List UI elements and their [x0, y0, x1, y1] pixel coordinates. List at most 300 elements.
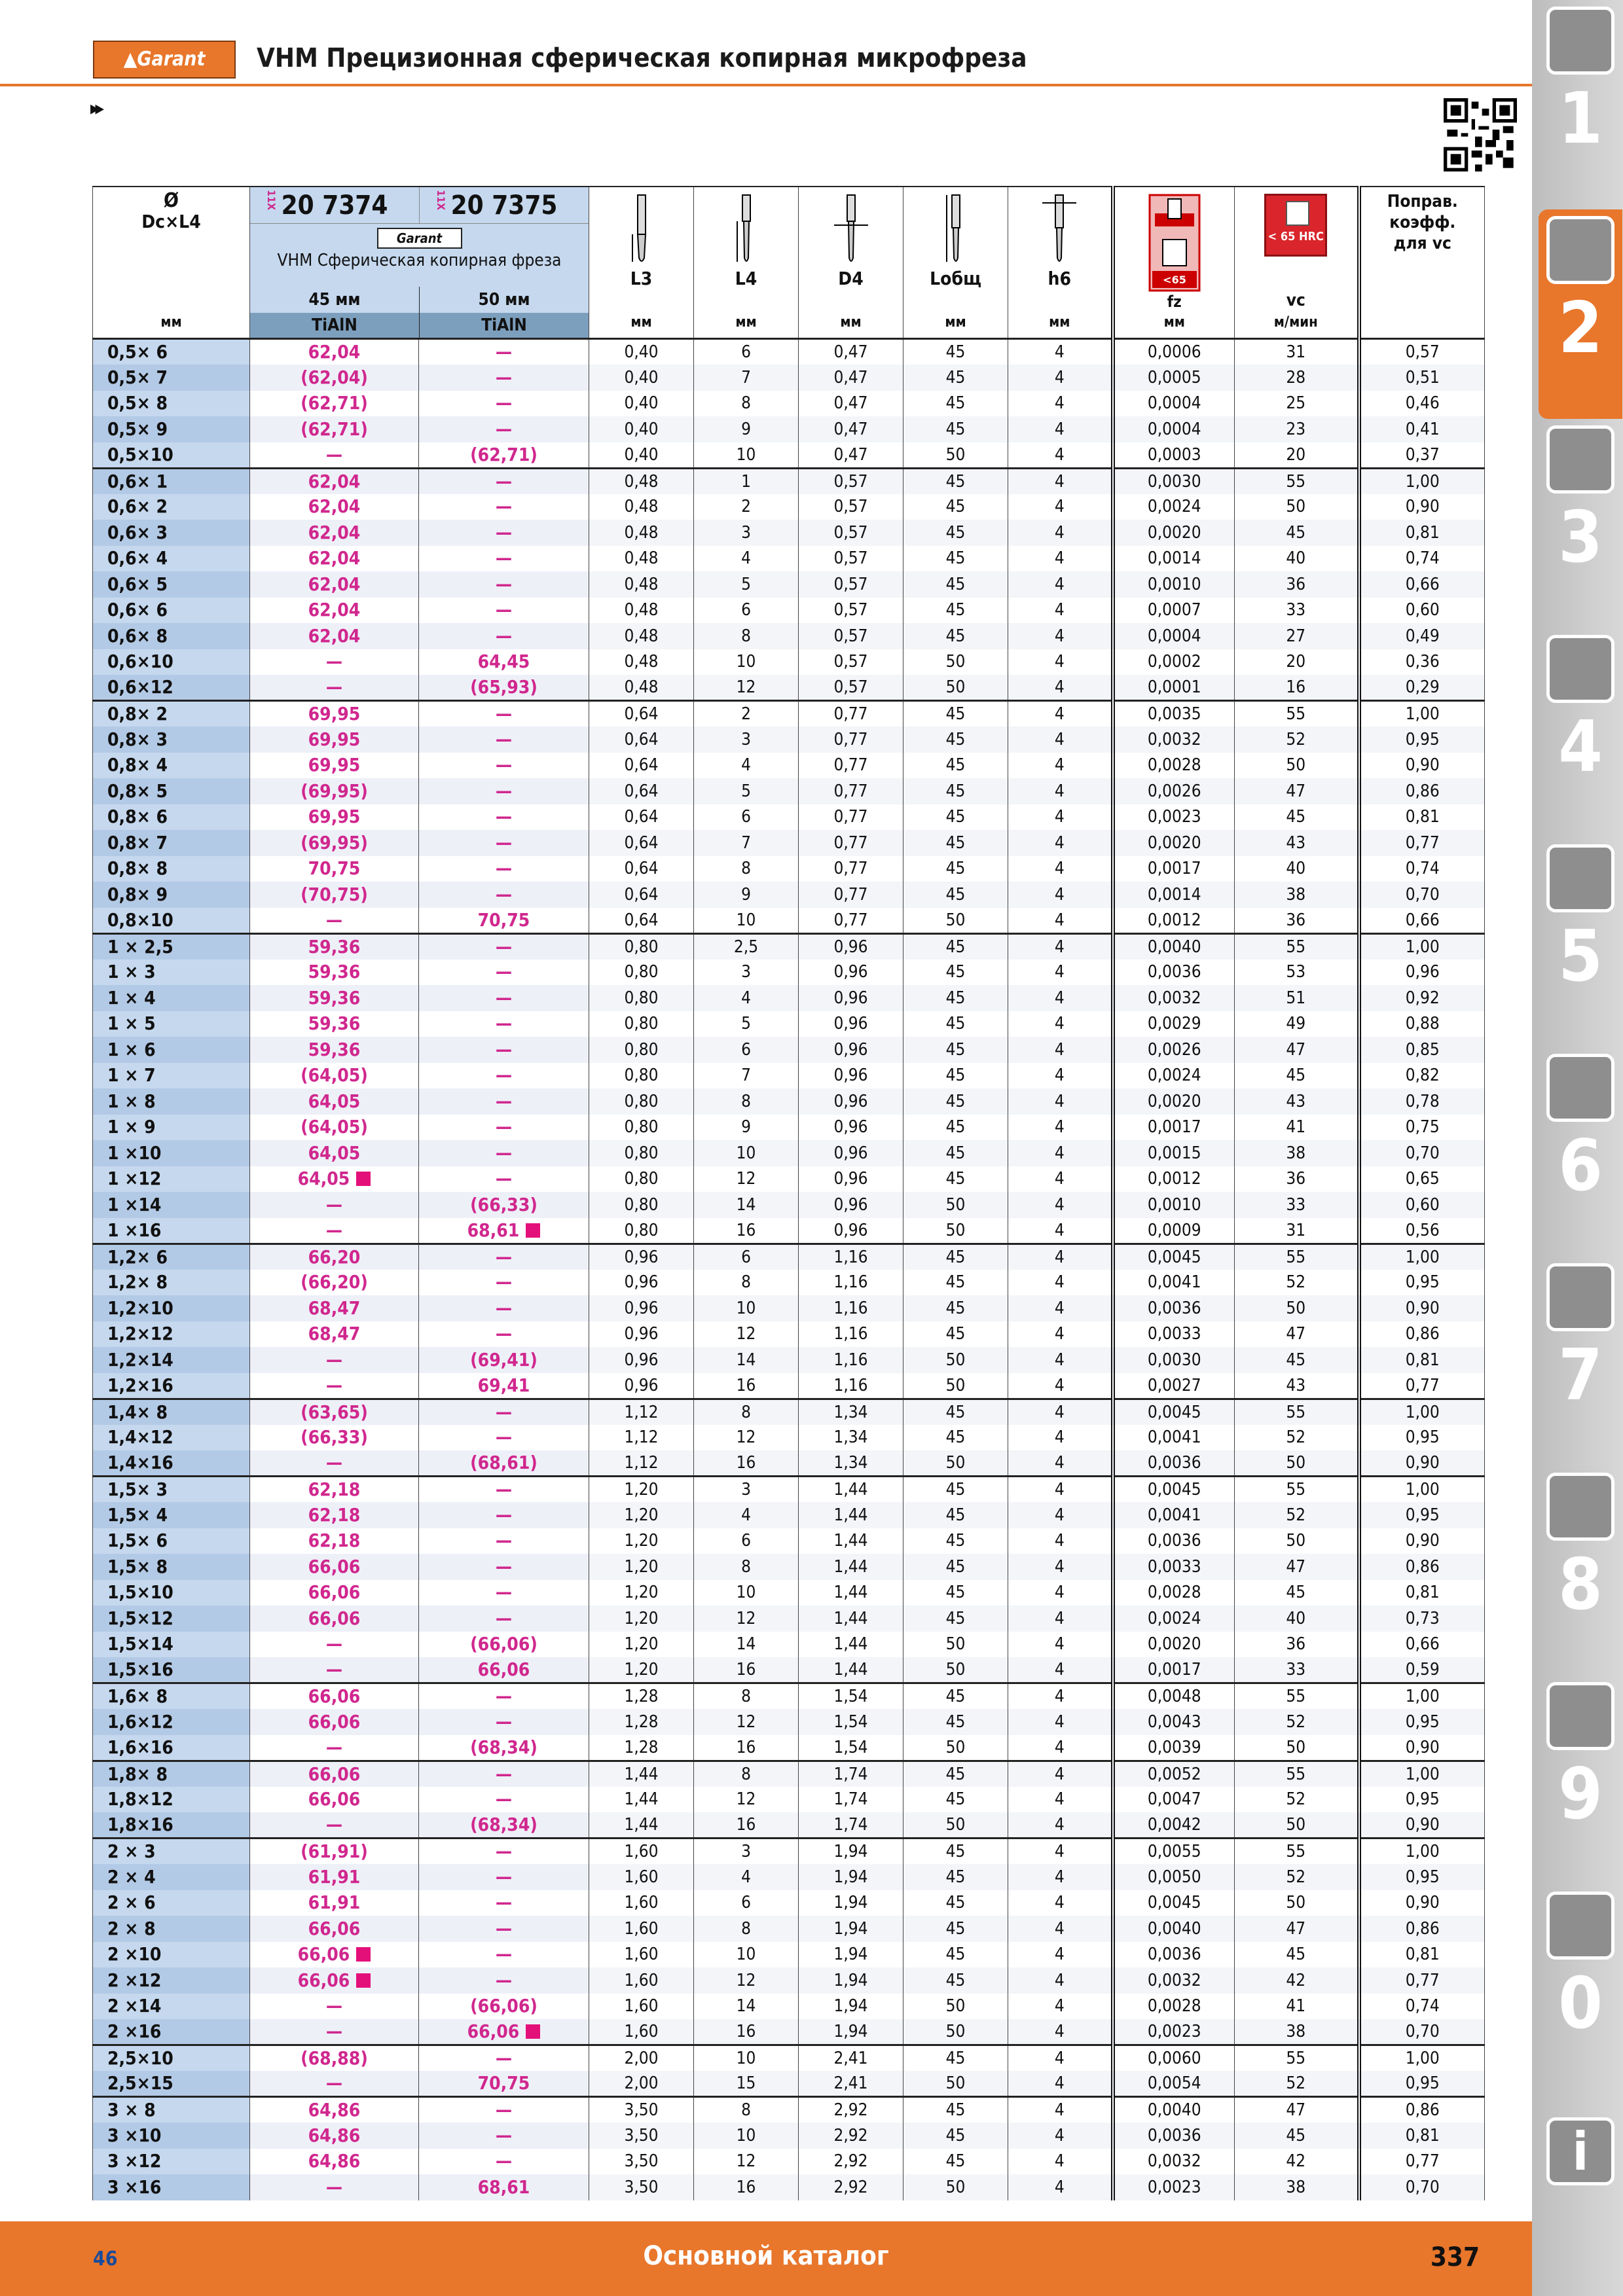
value-cell: 1,20: [589, 1502, 694, 1528]
value-cell: 0,0002: [1113, 649, 1235, 675]
price-cell[interactable]: (62,71): [419, 442, 589, 469]
price-cell[interactable]: —: [250, 2174, 419, 2200]
price-cell[interactable]: (70,75): [250, 882, 419, 908]
sidebar-tab-3[interactable]: [1539, 419, 1622, 628]
price-cell[interactable]: (66,33): [250, 1425, 419, 1451]
value-cell: 1,54: [799, 1735, 903, 1761]
price-cell[interactable]: —: [250, 2071, 419, 2097]
price-cell[interactable]: —: [419, 339, 589, 365]
price-cell[interactable]: —: [250, 1192, 419, 1218]
price-cell[interactable]: 66,06: [250, 1967, 419, 1994]
price-cell[interactable]: 64,05: [250, 1088, 419, 1115]
value-cell: 0,59: [1359, 1657, 1485, 1683]
size-cell: 1,5×12: [93, 1605, 250, 1632]
sidebar-tab-1[interactable]: [1539, 0, 1622, 209]
value-cell: 14: [694, 1994, 799, 2020]
price-cell[interactable]: —: [250, 1735, 419, 1761]
price-cell[interactable]: —: [419, 804, 589, 831]
price-cell[interactable]: (63,65): [250, 1399, 419, 1425]
price-cell[interactable]: —: [419, 1011, 589, 1037]
value-cell: 45: [903, 1063, 1008, 1089]
value-cell: 50: [1235, 1735, 1359, 1761]
value-cell: 0,80: [589, 933, 694, 960]
price-cell[interactable]: —: [419, 468, 589, 494]
value-cell: 38: [1235, 882, 1359, 908]
price-cell[interactable]: 66,06: [250, 1916, 419, 1942]
value-cell: 0,70: [1359, 2174, 1485, 2200]
price-cell[interactable]: —: [419, 1477, 589, 1503]
price-cell[interactable]: —: [419, 1037, 589, 1063]
price-cell[interactable]: —: [419, 856, 589, 882]
value-cell: 45: [903, 2045, 1008, 2072]
price-cell[interactable]: 70,75: [419, 908, 589, 934]
value-cell: 0,96: [799, 1166, 903, 1193]
value-cell: 1,54: [799, 1683, 903, 1710]
value-cell: 0,51: [1359, 365, 1485, 391]
price-cell[interactable]: —: [250, 1994, 419, 2020]
sidebar-tab-0[interactable]: [1539, 1885, 1622, 2094]
value-cell: 4: [1008, 1942, 1113, 1968]
price-cell[interactable]: 66,06: [419, 2019, 589, 2045]
value-cell: 4: [1008, 1218, 1113, 1244]
price-cell[interactable]: 64,45: [419, 649, 589, 675]
value-cell: 0,37: [1359, 442, 1485, 469]
size-cell: 1,6×16: [93, 1735, 250, 1761]
value-cell: 5: [694, 571, 799, 598]
value-cell: 45: [903, 2097, 1008, 2123]
price-cell[interactable]: (69,95): [250, 830, 419, 856]
size-cell: 0,6× 3: [93, 520, 250, 546]
value-cell: 0,48: [589, 520, 694, 546]
value-cell: 0,65: [1359, 1166, 1485, 1193]
price-cell[interactable]: 69,95: [250, 726, 419, 753]
sidebar-tab-8[interactable]: [1539, 1466, 1622, 1676]
price-cell[interactable]: 62,18: [250, 1477, 419, 1503]
value-cell: 45: [1235, 520, 1359, 546]
price-cell[interactable]: —: [419, 1761, 589, 1787]
price-cell[interactable]: —: [419, 416, 589, 442]
price-cell[interactable]: 69,95: [250, 753, 419, 779]
value-cell: 45: [903, 520, 1008, 546]
price-cell[interactable]: (68,34): [419, 1812, 589, 1839]
price-cell[interactable]: 64,86: [250, 2149, 419, 2175]
price-cell[interactable]: —: [419, 1942, 589, 1968]
value-cell: 36: [1235, 908, 1359, 934]
table-row: [93, 1011, 1485, 1037]
price-cell[interactable]: 59,36: [250, 1011, 419, 1037]
price-cell[interactable]: —: [419, 2123, 589, 2149]
tool-l4-icon: [732, 194, 761, 266]
price-cell[interactable]: 61,91: [250, 1864, 419, 1890]
page-footer: [0, 2221, 1532, 2296]
size-cell: 1 × 4: [93, 985, 250, 1011]
value-cell: 50: [903, 1192, 1008, 1218]
price-cell[interactable]: 62,04: [250, 623, 419, 649]
value-cell: 0,81: [1359, 520, 1485, 546]
value-cell: 12: [694, 1166, 799, 1193]
price-cell[interactable]: 69,95: [250, 804, 419, 831]
price-cell[interactable]: —: [419, 830, 589, 856]
size-cell: 1,5× 8: [93, 1554, 250, 1580]
price-cell[interactable]: 59,36: [250, 1037, 419, 1063]
product-header: [250, 187, 589, 339]
price-cell[interactable]: —: [419, 1166, 589, 1193]
value-cell: 0,0050: [1113, 1864, 1235, 1890]
value-cell: 0,95: [1359, 1270, 1485, 1296]
price-cell[interactable]: —: [419, 1605, 589, 1632]
value-cell: 1,20: [589, 1632, 694, 1658]
price-cell[interactable]: 66,06: [250, 1761, 419, 1787]
price-cell[interactable]: 64,05: [250, 1140, 419, 1166]
price-cell[interactable]: 68,47: [250, 1295, 419, 1321]
value-cell: 1,20: [589, 1580, 694, 1606]
value-cell: 1,34: [799, 1450, 903, 1477]
price-cell[interactable]: —: [419, 1425, 589, 1451]
price-cell[interactable]: —: [419, 1967, 589, 1994]
value-cell: 16: [694, 1735, 799, 1761]
value-cell: 0,90: [1359, 1735, 1485, 1761]
price-cell[interactable]: 70,75: [250, 856, 419, 882]
sidebar-tab-number: 5: [1558, 916, 1603, 997]
size-cell: 0,5× 6: [93, 339, 250, 365]
price-cell[interactable]: 62,04: [250, 339, 419, 365]
value-cell: 4: [694, 1502, 799, 1528]
price-cell[interactable]: 59,36: [250, 933, 419, 960]
table-row: [93, 391, 1485, 417]
table-row: [93, 1890, 1485, 1916]
value-cell: 2: [694, 701, 799, 727]
price-cell[interactable]: —: [419, 1890, 589, 1916]
price-cell[interactable]: 62,18: [250, 1528, 419, 1554]
value-cell: 45: [903, 830, 1008, 856]
price-cell[interactable]: —: [250, 2019, 419, 2045]
price-cell[interactable]: 68,61: [419, 1218, 589, 1244]
price-cell[interactable]: 62,18: [250, 1502, 419, 1528]
value-cell: 0,0024: [1113, 1605, 1235, 1632]
value-cell: 0,96: [799, 960, 903, 986]
table-row: [93, 1321, 1485, 1348]
price-cell[interactable]: —: [419, 2149, 589, 2175]
price-cell[interactable]: —: [419, 1270, 589, 1296]
price-cell[interactable]: —: [419, 933, 589, 960]
value-cell: 0,57: [799, 675, 903, 701]
price-cell[interactable]: 62,04: [250, 520, 419, 546]
value-cell: 45: [1235, 1063, 1359, 1089]
sidebar-tab-7[interactable]: [1539, 1257, 1622, 1466]
price-cell[interactable]: —: [419, 546, 589, 572]
sidebar-tab-4[interactable]: [1539, 628, 1622, 838]
price-cell[interactable]: 66,06: [250, 1942, 419, 1968]
price-cell[interactable]: 70,75: [419, 2071, 589, 2097]
table-row: [93, 1683, 1485, 1710]
value-cell: 3: [694, 726, 799, 753]
price-cell[interactable]: —: [419, 1839, 589, 1865]
value-cell: 0,57: [799, 598, 903, 624]
table-row: [93, 2174, 1485, 2200]
price-cell[interactable]: 66,06: [250, 1683, 419, 1710]
price-cell[interactable]: —: [419, 985, 589, 1011]
caliper-icon: [1546, 635, 1614, 703]
table-row: [93, 1115, 1485, 1141]
size-cell: 3 ×16: [93, 2174, 250, 2200]
value-cell: 1,20: [589, 1477, 694, 1503]
value-cell: 0,77: [799, 701, 903, 727]
price-cell[interactable]: —: [419, 1554, 589, 1580]
price-cell[interactable]: (64,05): [250, 1115, 419, 1141]
price-cell[interactable]: —: [419, 1916, 589, 1942]
price-cell[interactable]: —: [419, 726, 589, 753]
sidebar-tab-i[interactable]: [1539, 2111, 1622, 2296]
value-cell: 0,95: [1359, 1425, 1485, 1451]
price-cell[interactable]: 66,06: [250, 1787, 419, 1813]
table-row: [93, 804, 1485, 831]
value-cell: 4: [1008, 1605, 1113, 1632]
value-cell: 50: [1235, 1450, 1359, 1477]
value-cell: 0,90: [1359, 1450, 1485, 1477]
size-cell: 3 × 8: [93, 2097, 250, 2123]
price-cell[interactable]: 68,47: [250, 1321, 419, 1348]
size-cell: 1,2× 8: [93, 1270, 250, 1296]
table-row: [93, 1270, 1485, 1296]
price-cell[interactable]: (65,93): [419, 675, 589, 701]
price-cell[interactable]: (62,04): [250, 365, 419, 391]
value-cell: 0,48: [589, 571, 694, 598]
price-cell[interactable]: —: [250, 1812, 419, 1839]
value-cell: 1: [694, 468, 799, 494]
value-cell: 4: [1008, 2019, 1113, 2045]
price-cell[interactable]: —: [250, 908, 419, 934]
price-cell[interactable]: —: [419, 1683, 589, 1710]
price-cell[interactable]: —: [419, 1864, 589, 1890]
price-cell[interactable]: —: [250, 1632, 419, 1658]
value-cell: 50: [903, 1450, 1008, 1477]
table-row: [93, 623, 1485, 649]
price-cell[interactable]: —: [250, 675, 419, 701]
price-cell[interactable]: —: [419, 494, 589, 520]
value-cell: 52: [1235, 1864, 1359, 1890]
price-cell[interactable]: —: [419, 365, 589, 391]
value-cell: 0,0015: [1113, 1140, 1235, 1166]
value-cell: 41: [1235, 1115, 1359, 1141]
table-row: [93, 1580, 1485, 1606]
price-cell[interactable]: 68,61: [419, 2174, 589, 2200]
price-cell[interactable]: 59,36: [250, 960, 419, 986]
price-cell[interactable]: (69,95): [250, 778, 419, 804]
value-cell: 2,00: [589, 2045, 694, 2072]
size-cell: 1,4×12: [93, 1425, 250, 1451]
price-cell[interactable]: —: [419, 520, 589, 546]
col-l4-header: L4 мм: [694, 187, 799, 339]
price-cell[interactable]: —: [419, 1580, 589, 1606]
price-cell[interactable]: —: [419, 571, 589, 598]
price-cell[interactable]: 64,86: [250, 2123, 419, 2149]
value-cell: 0,66: [1359, 908, 1485, 934]
price-cell[interactable]: 62,04: [250, 598, 419, 624]
sidebar-tab-number: 0: [1558, 1963, 1603, 2045]
price-cell[interactable]: —: [250, 1657, 419, 1683]
price-cell[interactable]: —: [419, 2045, 589, 2072]
table-row: [93, 701, 1485, 727]
size-cell: 2 ×12: [93, 1967, 250, 1994]
price-cell[interactable]: —: [419, 960, 589, 986]
sidebar-tab-6[interactable]: [1539, 1047, 1622, 1257]
value-cell: 0,47: [799, 365, 903, 391]
price-cell[interactable]: —: [419, 1787, 589, 1813]
value-cell: 0,74: [1359, 546, 1485, 572]
price-cell[interactable]: —: [419, 391, 589, 417]
price-cell[interactable]: —: [250, 649, 419, 675]
value-cell: 0,49: [1359, 623, 1485, 649]
value-cell: 45: [903, 1399, 1008, 1425]
value-cell: 3: [694, 1839, 799, 1865]
price-cell[interactable]: 61,91: [250, 1890, 419, 1916]
price-cell[interactable]: 62,04: [250, 546, 419, 572]
value-cell: 50: [1235, 494, 1359, 520]
price-cell[interactable]: —: [419, 778, 589, 804]
value-cell: 0,86: [1359, 1916, 1485, 1942]
price-cell[interactable]: 66,06: [250, 1554, 419, 1580]
value-cell: 0,96: [589, 1321, 694, 1348]
price-cell[interactable]: (66,06): [419, 1994, 589, 2020]
price-cell[interactable]: —: [419, 882, 589, 908]
price-cell[interactable]: —: [419, 623, 589, 649]
value-cell: 50: [903, 1347, 1008, 1373]
value-cell: 1,00: [1359, 1761, 1485, 1787]
price-cell[interactable]: —: [419, 1244, 589, 1270]
value-cell: 10: [694, 908, 799, 934]
value-cell: 0,64: [589, 804, 694, 831]
sidebar-tab-9[interactable]: [1539, 1676, 1622, 1885]
value-cell: 45: [903, 339, 1008, 365]
value-cell: 0,96: [589, 1373, 694, 1399]
price-cell[interactable]: (68,61): [419, 1450, 589, 1477]
value-cell: 1,00: [1359, 1839, 1485, 1865]
size-cell: 0,6× 4: [93, 546, 250, 572]
price-cell[interactable]: 66,06: [250, 1709, 419, 1735]
qr-code-icon[interactable]: [1444, 98, 1517, 171]
price-cell[interactable]: —: [419, 1115, 589, 1141]
price-cell[interactable]: —: [419, 598, 589, 624]
value-cell: 45: [903, 1942, 1008, 1968]
price-cell[interactable]: (66,06): [419, 1632, 589, 1658]
value-cell: 0,95: [1359, 1709, 1485, 1735]
price-cell[interactable]: 69,41: [419, 1373, 589, 1399]
price-cell[interactable]: 62,04: [250, 571, 419, 598]
sidebar-tab-2[interactable]: [1539, 209, 1622, 419]
table-row: [93, 442, 1485, 469]
value-cell: 4: [1008, 778, 1113, 804]
value-cell: 45: [903, 598, 1008, 624]
price-cell[interactable]: (68,88): [250, 2045, 419, 2072]
price-cell[interactable]: —: [419, 2097, 589, 2123]
price-cell[interactable]: —: [250, 1218, 419, 1244]
sidebar-tab-number: 9: [1558, 1753, 1603, 1835]
price-cell[interactable]: (61,91): [250, 1839, 419, 1865]
value-cell: 0,64: [589, 856, 694, 882]
value-cell: 12: [694, 1425, 799, 1451]
price-cell[interactable]: (62,71): [250, 391, 419, 417]
price-cell[interactable]: 66,06: [250, 1605, 419, 1632]
price-cell[interactable]: —: [419, 1399, 589, 1425]
price-cell[interactable]: —: [250, 1373, 419, 1399]
price-cell[interactable]: —: [419, 1063, 589, 1089]
value-cell: 55: [1235, 1761, 1359, 1787]
price-cell[interactable]: —: [419, 1295, 589, 1321]
value-cell: 4: [1008, 882, 1113, 908]
value-cell: 6: [694, 1037, 799, 1063]
value-cell: 4: [1008, 1812, 1113, 1839]
price-cell[interactable]: —: [250, 1450, 419, 1477]
value-cell: 47: [1235, 1916, 1359, 1942]
value-cell: 1,28: [589, 1683, 694, 1710]
sidebar-tab-5[interactable]: [1539, 838, 1622, 1047]
value-cell: 0,96: [589, 1347, 694, 1373]
value-cell: 1,16: [799, 1373, 903, 1399]
value-cell: 4: [1008, 1735, 1113, 1761]
new-item-marker-icon: [356, 1973, 371, 1988]
price-cell[interactable]: (66,20): [250, 1270, 419, 1296]
price-cell[interactable]: 64,05: [250, 1166, 419, 1193]
price-cell[interactable]: 59,36: [250, 985, 419, 1011]
value-cell: 55: [1235, 1399, 1359, 1425]
table-row: [93, 1605, 1485, 1632]
value-cell: 55: [1235, 2045, 1359, 2072]
price-cell[interactable]: 69,95: [250, 701, 419, 727]
price-cell[interactable]: —: [419, 1088, 589, 1115]
value-cell: 45: [903, 701, 1008, 727]
price-cell[interactable]: 64,86: [250, 2097, 419, 2123]
table-row: [93, 726, 1485, 753]
price-cell[interactable]: 62,04: [250, 468, 419, 494]
price-cell[interactable]: (69,41): [419, 1347, 589, 1373]
value-cell: 1,20: [589, 1528, 694, 1554]
value-cell: 50: [903, 2019, 1008, 2045]
value-cell: 3,50: [589, 2174, 694, 2200]
value-cell: 4: [1008, 1761, 1113, 1787]
price-cell[interactable]: —: [419, 1140, 589, 1166]
price-cell[interactable]: (64,05): [250, 1063, 419, 1089]
price-cell[interactable]: (66,33): [419, 1192, 589, 1218]
value-cell: 4: [1008, 908, 1113, 934]
price-cell[interactable]: —: [419, 753, 589, 779]
value-cell: 45: [903, 365, 1008, 391]
value-cell: 1,44: [799, 1554, 903, 1580]
price-cell[interactable]: 62,04: [250, 494, 419, 520]
price-cell[interactable]: —: [250, 442, 419, 469]
table-row: [93, 1839, 1485, 1865]
value-cell: 27: [1235, 623, 1359, 649]
value-cell: 45: [903, 416, 1008, 442]
value-cell: 0,80: [589, 1037, 694, 1063]
price-cell[interactable]: 66,06: [250, 1580, 419, 1606]
table-row: [93, 1192, 1485, 1218]
price-cell[interactable]: —: [419, 1321, 589, 1348]
price-cell[interactable]: —: [419, 701, 589, 727]
price-cell[interactable]: —: [419, 1709, 589, 1735]
price-cell[interactable]: —: [419, 1502, 589, 1528]
price-cell[interactable]: (68,34): [419, 1735, 589, 1761]
value-cell: 0,0030: [1113, 468, 1235, 494]
value-cell: 4: [1008, 391, 1113, 417]
price-cell[interactable]: (62,71): [250, 416, 419, 442]
page-header: [0, 0, 1532, 120]
price-cell[interactable]: 66,20: [250, 1244, 419, 1270]
value-cell: 1,00: [1359, 1477, 1485, 1503]
price-cell[interactable]: —: [419, 1528, 589, 1554]
price-cell[interactable]: —: [250, 1347, 419, 1373]
price-cell[interactable]: 66,06: [419, 1657, 589, 1683]
value-cell: 45: [903, 1787, 1008, 1813]
